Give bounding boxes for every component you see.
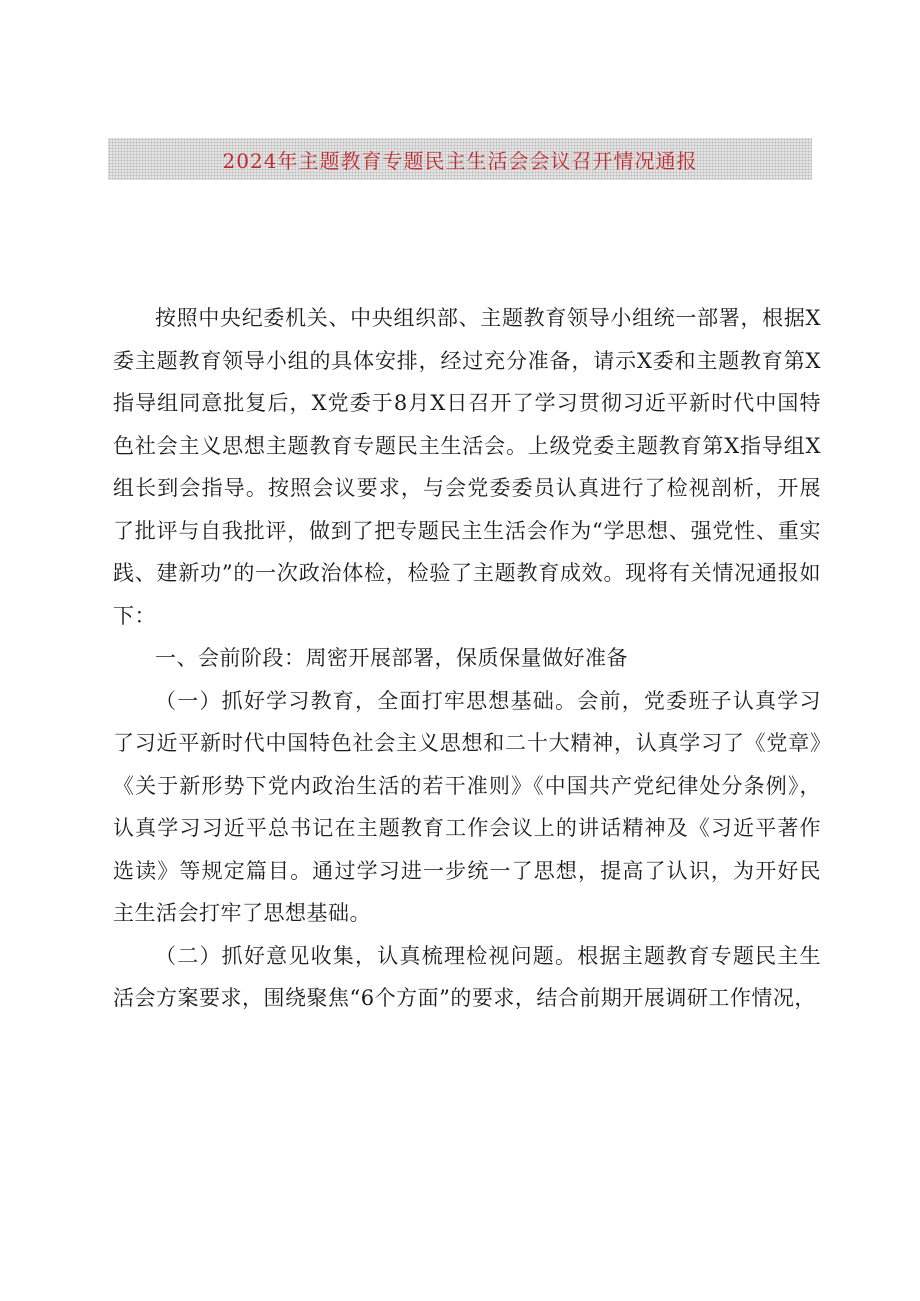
paragraph-intro: 按照中央纪委机关、中央组织部、主题教育领导小组统一部署，根据X委主题教育领导小组的具体安排，经过充分准备，请示X委和主题教育第X指导组同意批复后，X党委于8月X日召开了学习贯彻习近平新时代中国特色社会主义思想主题教育专题民主生活会。上级党委主题教育第X指导组X组长到会指导。按照会议要求，与会党委委员认真进行了检视剖析，开展了批评与自我批评，做到了把专题民主生活会作为“学思想、强党性、重实践、建新功”的一次政治体检，检验了主题教育成效。现将有关情况通报如下： <box>113 306 821 628</box>
section-heading-1: 一、会前阶段：周密开展部署，保质保量做好准备 <box>155 646 628 670</box>
paragraph-opinions: （二）抓好意见收集，认真梳理检视问题。根据主题教育专题民主生活会方案要求，围绕聚焦“6个方面”的要求，结合前期开展调研工作情况， <box>113 943 821 1010</box>
paragraph-study: （一）抓好学习教育，全面打牢思想基础。会前，党委班子认真学习了习近平新时代中国特色社会主义思想和二十大精神，认真学习了《党章》《关于新形势下党内政治生活的若干准则》《中国共产党纪律处分条例》，认真学习习近平总书记在主题教育工作会议上的讲话精神及《习近平著作选读》等规定篇目。通过学习进一步统一了思想，提高了认识，为开好民主生活会打牢了思想基础。 <box>113 688 821 925</box>
document-title: 2024年主题教育专题民主生活会会议召开情况通报 <box>222 148 698 173</box>
document-body <box>113 297 821 1020</box>
title-banner <box>108 138 812 180</box>
